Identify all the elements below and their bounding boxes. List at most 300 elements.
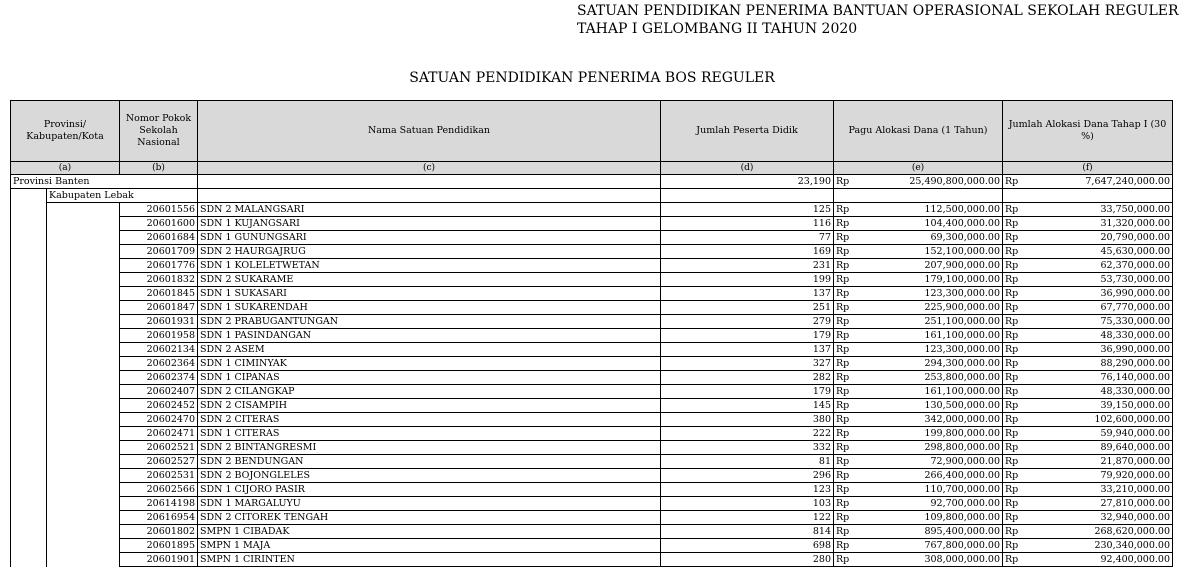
table-row [11,441,1173,455]
row-students: 145 [661,399,834,413]
row-allocation-value: 31,320,000.00 [1100,218,1170,229]
row-pagu [834,469,1003,483]
row-students: 125 [661,203,834,217]
row-school-name: SMPN 1 MAJA [198,539,661,553]
row-allocation-currency: Rp [1005,428,1019,439]
row-pagu [834,343,1003,357]
row-allocation-value: 33,750,000.00 [1100,204,1170,215]
row-students: 814 [661,525,834,539]
row-pagu-value: 123,300,000.00 [924,344,1000,355]
table-row [11,497,1173,511]
row-npsn: 20601847 [120,301,198,315]
row-npsn: 20601684 [120,231,198,245]
row-pagu [834,455,1003,469]
row-allocation [1003,399,1173,413]
row-indent-province [11,399,47,413]
header-students: Jumlah Peserta Didik [661,101,834,162]
header-pagu: Pagu Alokasi Dana (1 Tahun) [834,101,1003,162]
row-allocation [1003,203,1173,217]
row-pagu-value: 199,800,000.00 [924,428,1000,439]
row-allocation-currency: Rp [1005,400,1019,411]
row-school-name: SDN 2 MALANGSARI [198,203,661,217]
row-pagu-currency: Rp [836,428,850,439]
row-pagu [834,413,1003,427]
row-school-name: SMPN 1 CIRINTEN [198,553,661,567]
row-pagu-value: 207,900,000.00 [924,260,1000,271]
row-pagu-currency: Rp [836,498,850,509]
row-pagu-value: 112,500,000.00 [924,204,1000,215]
header-school-name: Nama Satuan Pendidikan [198,101,661,162]
row-pagu-currency: Rp [836,414,850,425]
row-pagu [834,525,1003,539]
row-allocation-value: 102,600,000.00 [1094,414,1170,425]
row-pagu [834,427,1003,441]
row-allocation-currency: Rp [1005,442,1019,453]
header-allocation: Jumlah Alokasi Dana Tahap I (30 %) [1003,101,1173,162]
row-npsn: 20601958 [120,329,198,343]
row-npsn: 20601845 [120,287,198,301]
row-pagu-value: 298,800,000.00 [924,442,1000,453]
row-npsn: 20601802 [120,525,198,539]
row-school-name: SDN 1 CIMINYAK [198,357,661,371]
row-allocation-value: 20,790,000.00 [1100,232,1170,243]
row-pagu-value: 342,000,000.00 [924,414,1000,425]
row-allocation-currency: Rp [1005,554,1019,565]
row-indent-province [11,273,47,287]
row-indent-regency [47,273,120,287]
row-pagu-currency: Rp [836,274,850,285]
row-pagu [834,497,1003,511]
row-npsn: 20602134 [120,343,198,357]
row-pagu [834,273,1003,287]
row-pagu-value: 130,500,000.00 [924,400,1000,411]
row-pagu [834,441,1003,455]
province-allocation-currency: Rp [1005,176,1019,187]
row-npsn: 20601832 [120,273,198,287]
row-school-name: SDN 2 CITOREK TENGAH [198,511,661,525]
table-row [11,315,1173,329]
row-pagu-value: 72,900,000.00 [930,456,1000,467]
header-npsn: Nomor Pokok Sekolah Nasional [120,101,198,162]
row-pagu-value: 123,300,000.00 [924,288,1000,299]
row-allocation-value: 39,150,000.00 [1100,400,1170,411]
row-allocation-value: 88,290,000.00 [1100,358,1170,369]
row-allocation-value: 45,630,000.00 [1100,246,1170,257]
row-indent-province [11,511,47,525]
row-students: 122 [661,511,834,525]
row-indent-province [11,427,47,441]
regency-empty-c [198,189,661,203]
row-school-name: SDN 1 MARGALUYU [198,497,661,511]
row-pagu-currency: Rp [836,372,850,383]
row-students: 116 [661,217,834,231]
table-row [11,539,1173,553]
row-allocation-currency: Rp [1005,414,1019,425]
row-school-name: SDN 2 CILANGKAP [198,385,661,399]
row-npsn: 20602374 [120,371,198,385]
row-allocation-value: 230,340,000.00 [1094,540,1170,551]
table-row [11,329,1173,343]
table-row [11,217,1173,231]
row-indent-province [11,245,47,259]
row-indent-regency [47,441,120,455]
row-allocation-currency: Rp [1005,344,1019,355]
row-allocation-value: 53,730,000.00 [1100,274,1170,285]
row-allocation-value: 32,940,000.00 [1100,512,1170,523]
regency-empty-d [661,189,834,203]
row-indent-regency [47,511,120,525]
row-indent-regency [47,217,120,231]
row-allocation-currency: Rp [1005,386,1019,397]
row-indent-province [11,371,47,385]
row-allocation [1003,413,1173,427]
row-indent-regency [47,525,120,539]
row-npsn: 20602470 [120,413,198,427]
row-allocation-value: 76,140,000.00 [1100,372,1170,383]
row-indent-regency [47,455,120,469]
row-allocation [1003,483,1173,497]
row-indent-regency [47,385,120,399]
row-school-name: SDN 1 CITERAS [198,427,661,441]
row-allocation [1003,385,1173,399]
row-school-name: SDN 2 CISAMPIH [198,399,661,413]
row-pagu [834,553,1003,567]
row-students: 81 [661,455,834,469]
row-pagu [834,259,1003,273]
row-pagu-currency: Rp [836,246,850,257]
row-indent-regency [47,357,120,371]
row-pagu-value: 266,400,000.00 [924,470,1000,481]
row-pagu-value: 161,100,000.00 [924,330,1000,341]
row-pagu-currency: Rp [836,512,850,523]
row-allocation [1003,427,1173,441]
row-pagu-currency: Rp [836,554,850,565]
row-indent-province [11,497,47,511]
row-allocation [1003,511,1173,525]
row-pagu [834,399,1003,413]
table-row [11,427,1173,441]
row-pagu [834,287,1003,301]
row-pagu-currency: Rp [836,358,850,369]
row-pagu-value: 179,100,000.00 [924,274,1000,285]
row-allocation-value: 92,400,000.00 [1100,554,1170,565]
row-allocation-currency: Rp [1005,260,1019,271]
row-allocation [1003,329,1173,343]
row-allocation-currency: Rp [1005,540,1019,551]
row-students: 137 [661,343,834,357]
row-allocation-value: 36,990,000.00 [1100,288,1170,299]
row-students: 199 [661,273,834,287]
row-allocation-currency: Rp [1005,246,1019,257]
row-pagu-value: 92,700,000.00 [930,498,1000,509]
row-allocation [1003,497,1173,511]
row-indent-province [11,315,47,329]
table-row [11,483,1173,497]
row-students: 327 [661,357,834,371]
row-indent-province [11,301,47,315]
row-allocation-value: 62,370,000.00 [1100,260,1170,271]
row-students: 380 [661,413,834,427]
row-pagu-currency: Rp [836,218,850,229]
row-allocation-value: 48,330,000.00 [1100,386,1170,397]
table-row [11,399,1173,413]
row-allocation [1003,539,1173,553]
row-allocation [1003,455,1173,469]
row-pagu-value: 104,400,000.00 [924,218,1000,229]
regency-name: Kabupaten Lebak [47,189,198,203]
row-allocation [1003,441,1173,455]
row-pagu-value: 109,800,000.00 [924,512,1000,523]
row-pagu [834,539,1003,553]
row-npsn: 20601709 [120,245,198,259]
table-row [11,553,1173,567]
column-letter-d: (d) [661,162,834,175]
row-students: 332 [661,441,834,455]
row-pagu-value: 225,900,000.00 [924,302,1000,313]
row-pagu [834,511,1003,525]
row-students: 222 [661,427,834,441]
row-pagu-currency: Rp [836,442,850,453]
row-pagu-currency: Rp [836,232,850,243]
table-row [11,301,1173,315]
row-npsn: 20602471 [120,427,198,441]
row-indent-province [11,455,47,469]
regency-indent [11,189,47,203]
row-allocation [1003,245,1173,259]
column-letter-a: (a) [11,162,120,175]
row-allocation-currency: Rp [1005,218,1019,229]
table-row [11,357,1173,371]
table-row [11,385,1173,399]
row-allocation-value: 89,640,000.00 [1100,442,1170,453]
row-allocation-currency: Rp [1005,456,1019,467]
row-allocation [1003,525,1173,539]
row-npsn: 20601895 [120,539,198,553]
document-title [577,2,1179,38]
row-students: 279 [661,315,834,329]
row-indent-province [11,441,47,455]
header-row [11,101,1173,162]
row-allocation-currency: Rp [1005,288,1019,299]
row-school-name: SMPN 1 CIBADAK [198,525,661,539]
row-pagu-value: 110,700,000.00 [924,484,1000,495]
row-allocation-value: 33,210,000.00 [1100,484,1170,495]
row-pagu-value: 895,400,000.00 [924,526,1000,537]
row-allocation-value: 21,870,000.00 [1100,456,1170,467]
table-row [11,455,1173,469]
row-npsn: 20602531 [120,469,198,483]
row-indent-regency [47,329,120,343]
row-allocation [1003,371,1173,385]
row-pagu-currency: Rp [836,288,850,299]
document-title-line-1: SATUAN PENDIDIKAN PENERIMA BANTUAN OPERASIONAL SEKOLAH REGULER [577,3,1179,19]
row-allocation-currency: Rp [1005,302,1019,313]
row-pagu [834,329,1003,343]
table-row [11,525,1173,539]
row-pagu-value: 161,100,000.00 [924,386,1000,397]
row-allocation-value: 75,330,000.00 [1100,316,1170,327]
province-school-name-empty [198,175,661,189]
row-school-name: SDN 1 GUNUNGSARI [198,231,661,245]
row-pagu-currency: Rp [836,484,850,495]
column-letter-f: (f) [1003,162,1173,175]
row-indent-regency [47,301,120,315]
row-indent-regency [47,483,120,497]
row-npsn: 20602527 [120,455,198,469]
table-row [11,245,1173,259]
row-students: 77 [661,231,834,245]
row-npsn: 20601776 [120,259,198,273]
row-students: 137 [661,287,834,301]
row-allocation-currency: Rp [1005,484,1019,495]
row-indent-regency [47,259,120,273]
row-npsn: 20602521 [120,441,198,455]
row-indent-province [11,553,47,567]
row-pagu [834,245,1003,259]
row-pagu-currency: Rp [836,470,850,481]
row-npsn: 20602364 [120,357,198,371]
row-school-name: SDN 1 SUKARENDAH [198,301,661,315]
province-pagu-currency: Rp [836,176,850,187]
row-students: 123 [661,483,834,497]
row-pagu-value: 253,800,000.00 [924,372,1000,383]
province-students: 23,190 [661,175,834,189]
row-pagu [834,203,1003,217]
row-students: 698 [661,539,834,553]
row-indent-regency [47,343,120,357]
row-npsn: 20602407 [120,385,198,399]
row-pagu-currency: Rp [836,344,850,355]
table-row [11,259,1173,273]
row-school-name: SDN 2 BINTANGRESMI [198,441,661,455]
row-allocation-value: 27,810,000.00 [1100,498,1170,509]
row-indent-regency [47,539,120,553]
table-row [11,469,1173,483]
province-allocation [1003,175,1173,189]
table-row [11,511,1173,525]
row-students: 103 [661,497,834,511]
row-allocation [1003,357,1173,371]
column-letter-c: (c) [198,162,661,175]
row-npsn: 20614198 [120,497,198,511]
row-school-name: SDN 1 SUKASARI [198,287,661,301]
row-indent-province [11,539,47,553]
row-indent-province [11,469,47,483]
row-allocation-currency: Rp [1005,372,1019,383]
column-letter-row [11,162,1173,175]
row-allocation-value: 36,990,000.00 [1100,344,1170,355]
row-pagu-value: 69,300,000.00 [930,232,1000,243]
row-indent-regency [47,287,120,301]
row-indent-regency [47,245,120,259]
table-row [11,231,1173,245]
row-students: 169 [661,245,834,259]
row-pagu-currency: Rp [836,456,850,467]
row-allocation [1003,553,1173,567]
table-row [11,203,1173,217]
row-allocation-value: 59,940,000.00 [1100,428,1170,439]
row-pagu-currency: Rp [836,540,850,551]
row-pagu-value: 308,000,000.00 [924,554,1000,565]
regency-empty-e [834,189,1003,203]
province-name: Provinsi Banten [11,175,198,189]
row-students: 231 [661,259,834,273]
row-indent-regency [47,371,120,385]
row-pagu [834,301,1003,315]
header-region: Provinsi/ Kabupaten/Kota [11,101,120,162]
regency-row [11,189,1173,203]
table-row [11,371,1173,385]
row-indent-regency [47,553,120,567]
row-indent-regency [47,203,120,217]
row-school-name: SDN 1 CIPANAS [198,371,661,385]
row-school-name: SDN 2 CITERAS [198,413,661,427]
province-pagu [834,175,1003,189]
row-npsn: 20616954 [120,511,198,525]
row-school-name: SDN 1 KOLELETWETAN [198,259,661,273]
row-indent-province [11,483,47,497]
row-allocation-currency: Rp [1005,316,1019,327]
province-allocation-value: 7,647,240,000.00 [1085,176,1170,187]
row-pagu-currency: Rp [836,400,850,411]
row-indent-province [11,343,47,357]
row-students: 282 [661,371,834,385]
row-allocation-value: 268,620,000.00 [1094,526,1170,537]
row-npsn: 20601556 [120,203,198,217]
column-letter-e: (e) [834,162,1003,175]
row-pagu [834,231,1003,245]
row-indent-province [11,287,47,301]
row-school-name: SDN 2 HAURGAJRUG [198,245,661,259]
province-pagu-value: 25,490,800,000.00 [909,176,1000,187]
row-allocation-currency: Rp [1005,330,1019,341]
row-pagu [834,371,1003,385]
row-pagu [834,315,1003,329]
row-indent-regency [47,399,120,413]
regency-empty-f [1003,189,1173,203]
row-students: 179 [661,385,834,399]
row-pagu-currency: Rp [836,204,850,215]
row-pagu-currency: Rp [836,526,850,537]
row-allocation-currency: Rp [1005,358,1019,369]
row-students: 296 [661,469,834,483]
row-pagu-value: 152,100,000.00 [924,246,1000,257]
row-school-name: SDN 1 KUJANGSARI [198,217,661,231]
section-title: SATUAN PENDIDIKAN PENERIMA BOS REGULER [409,70,775,86]
row-allocation [1003,217,1173,231]
row-indent-province [11,329,47,343]
row-pagu [834,217,1003,231]
row-indent-province [11,357,47,371]
row-allocation [1003,273,1173,287]
row-indent-province [11,231,47,245]
row-indent-regency [47,497,120,511]
row-indent-province [11,413,47,427]
table-row [11,413,1173,427]
row-allocation [1003,259,1173,273]
row-allocation [1003,469,1173,483]
row-allocation [1003,343,1173,357]
row-school-name: SDN 2 ASEM [198,343,661,357]
row-indent-regency [47,231,120,245]
row-allocation-currency: Rp [1005,204,1019,215]
row-indent-province [11,259,47,273]
row-npsn: 20601901 [120,553,198,567]
table-row [11,273,1173,287]
row-allocation [1003,315,1173,329]
row-pagu-currency: Rp [836,330,850,341]
row-pagu [834,385,1003,399]
